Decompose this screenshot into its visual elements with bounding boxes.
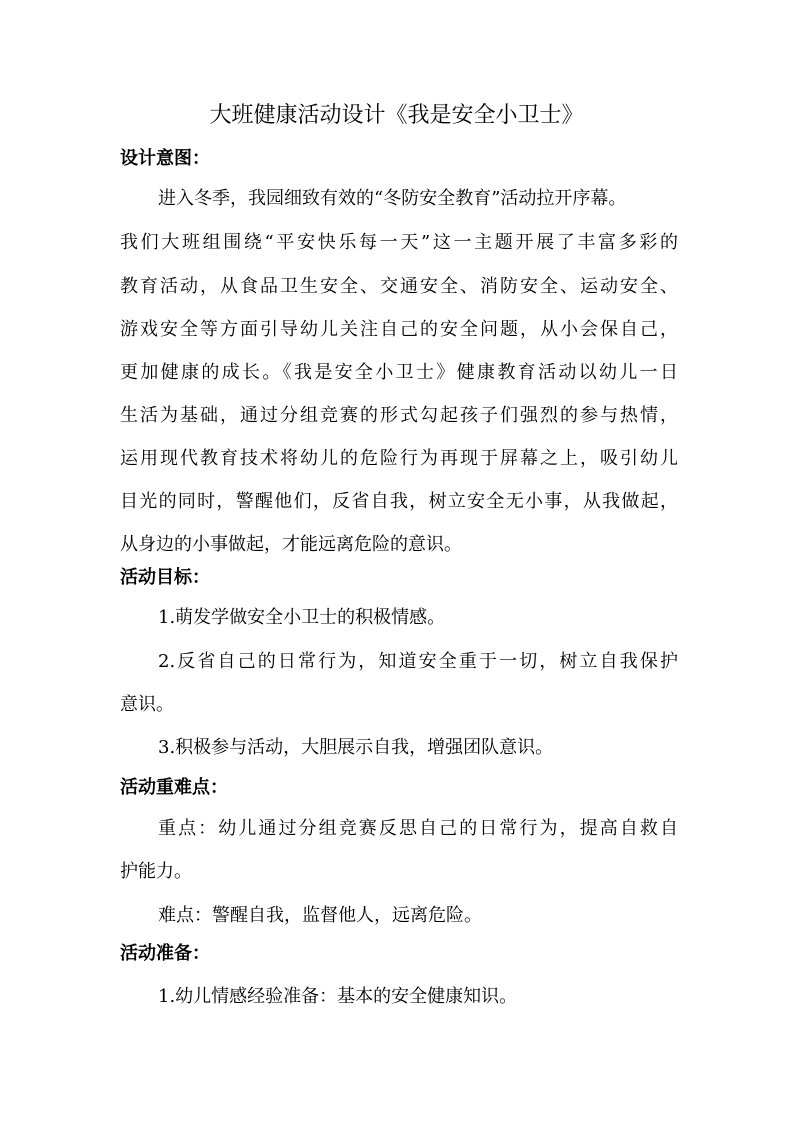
document-title: 大班健康活动设计《我是安全小卫士》 <box>209 103 584 128</box>
paragraph-line: 生活为基础，通过分组竞赛的形式勾起孩子们强烈的参与热情， <box>120 405 678 426</box>
key-point-focus: 重点：幼儿通过分组竞赛反思自己的日常行为，提高自救自 <box>158 818 678 839</box>
paragraph-line: 目光的同时，警醒他们，反省自我，树立安全无小事，从我做起， <box>120 491 678 512</box>
paragraph-line: 从身边的小事做起，才能远离危险的意识。 <box>120 534 462 555</box>
preparation-item-1: 1.幼儿情感经验准备：基本的安全健康知识。 <box>158 986 518 1007</box>
paragraph-line: 进入冬季，我园细致有效的“冬防安全教育”活动拉开序幕。 <box>158 188 627 209</box>
goal-item-3: 3.积极参与活动，大胆展示自我，增强团队意识。 <box>158 737 554 758</box>
section-heading-intent: 设计意图： <box>120 148 210 169</box>
goal-item-1: 1.萌发学做安全小卫士的积极情感。 <box>158 607 446 628</box>
key-point-difficulty: 难点：警醒自我，监督他人，远离危险。 <box>158 905 482 926</box>
section-heading-preparation: 活动准备： <box>120 943 210 964</box>
paragraph-line: 游戏安全等方面引导幼儿关注自己的安全问题，从小会保自己， <box>120 319 678 340</box>
paragraph-line: 教育活动，从食品卫生安全、交通安全、消防安全、运动安全、 <box>120 276 678 297</box>
goal-item-2-continued: 意识。 <box>120 694 174 715</box>
paragraph-line: 我们大班组围绕“平安快乐每一天”这一主题开展了丰富多彩的 <box>120 232 678 253</box>
goal-item-2: 2.反省自己的日常行为，知道安全重于一切，树立自我保护 <box>158 651 678 672</box>
paragraph-line: 运用现代教育技术将幼儿的危险行为再现于屏幕之上，吸引幼儿 <box>120 448 678 469</box>
key-point-focus-continued: 护能力。 <box>120 861 192 882</box>
paragraph-line: 更加健康的成长。《我是安全小卫士》健康教育活动以幼儿一日 <box>120 362 678 383</box>
section-heading-key-points: 活动重难点： <box>120 777 228 798</box>
section-heading-goals: 活动目标： <box>120 567 210 588</box>
